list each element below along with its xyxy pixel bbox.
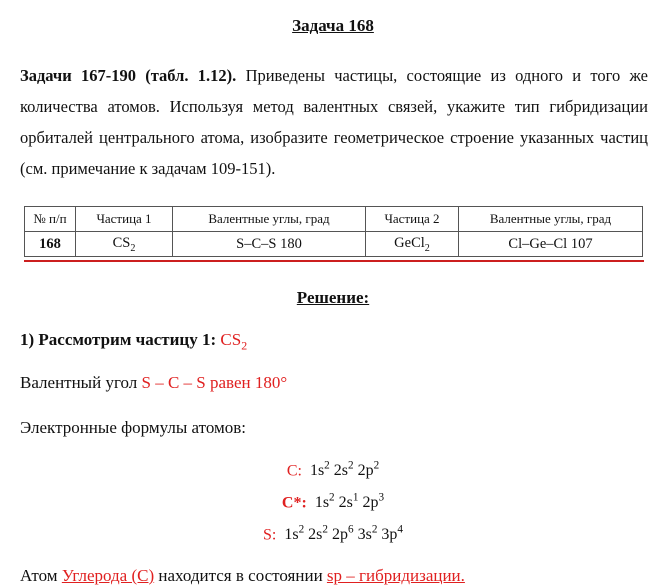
- orbital-term: $2s^2$: [308, 524, 328, 544]
- table-row: [25, 232, 643, 257]
- cell-angles-1: S–C–S 180: [173, 232, 366, 257]
- valence-angle-value: S – C – S равен 180°: [141, 373, 288, 392]
- orbital-term: $1s^2$: [284, 524, 305, 544]
- orbital-term: $3s^2$: [357, 524, 378, 544]
- step-1-particle: $CS_2$: [220, 330, 248, 353]
- formula-c: [0, 460, 666, 480]
- header-particle-2: Частица 2: [366, 207, 459, 232]
- statement-line-3: гибридизации орбиталей центрального атома, изобразите геометрическое: [20, 97, 648, 147]
- formula-s: [0, 524, 666, 544]
- orbital-term: $1s^2$: [314, 492, 335, 512]
- orbital-term: $2p^6$: [331, 524, 354, 544]
- orbital-term: $2s^1$: [338, 492, 359, 512]
- orbital-term: $3p^4$: [381, 524, 403, 544]
- task-title: Задача 168: [292, 16, 374, 35]
- cell-num: 168: [25, 232, 76, 257]
- formula-c-excited: [0, 492, 666, 512]
- header-angles-2: Валентные углы, град: [459, 207, 643, 232]
- statement-line-4: строение указанных частиц (см. примечание к задачам 109-151).: [20, 128, 648, 178]
- task-statement: [20, 60, 648, 184]
- orbital-term: $2p^2$: [357, 460, 380, 480]
- particles-table: [24, 206, 643, 257]
- step-1-heading: 1) Рассмотрим частицу 1: $CS_2$: [20, 330, 248, 353]
- task-range-label: Задачи 167-190 (табл. 1.12).: [20, 66, 237, 85]
- solution-heading: Решение:: [296, 288, 370, 307]
- statement-line-2: же количества атомов. Используя метод валентных связей, укажите тип: [20, 66, 649, 116]
- cell-particle-1: $CS_2$: [76, 232, 173, 257]
- orbital-term: $2s^2$: [333, 460, 354, 480]
- orbital-term: $1s^2$: [309, 460, 330, 480]
- formula-label: C:: [286, 462, 302, 480]
- cell-particle-2: GeCl$_2$: [366, 232, 459, 257]
- red-underline: [24, 260, 644, 262]
- hybridization-type: sp – гибридизации.: [326, 566, 465, 585]
- atom-name: Углерода (С): [61, 566, 155, 585]
- header-num: № п/п: [25, 207, 76, 232]
- orbital-term: $2p^3$: [362, 492, 385, 512]
- formula-label: S:: [262, 526, 277, 544]
- statement-line-1: Приведены частицы, состоящие из одного и того: [245, 66, 621, 85]
- formula-label: C*:: [281, 494, 307, 512]
- table-header-row: [25, 207, 643, 232]
- electron-formulas-heading: Электронные формулы атомов:: [20, 418, 247, 437]
- cell-angles-2: Cl–Ge–Cl 107: [459, 232, 643, 257]
- valence-angle-line: Валентный угол S – C – S равен 180°: [20, 373, 288, 392]
- header-angles-1: Валентные углы, град: [173, 207, 366, 232]
- conclusion-line: Атом Углерода (С) находится в состоянии sp – гибридизации.: [20, 566, 465, 585]
- header-particle-1: Частица 1: [76, 207, 173, 232]
